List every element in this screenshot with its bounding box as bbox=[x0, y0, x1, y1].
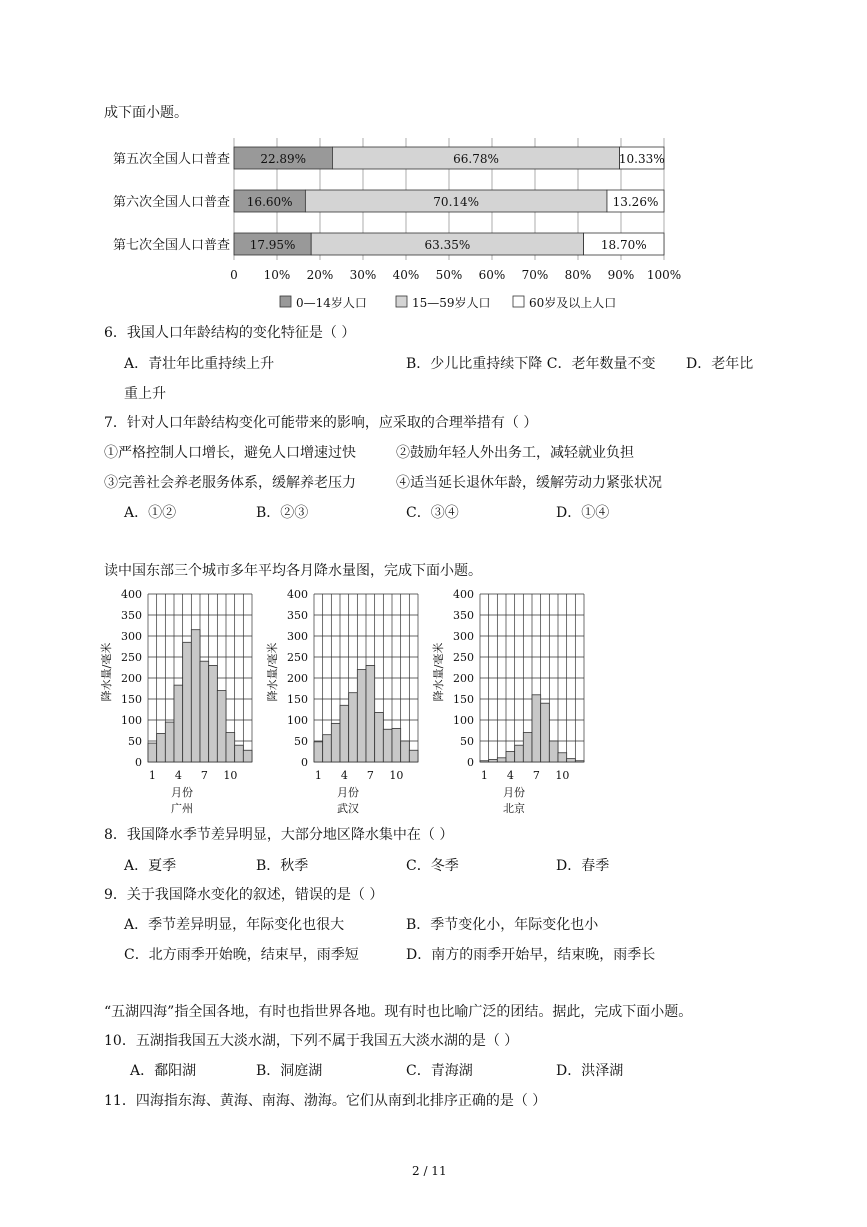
precip-bar bbox=[174, 685, 183, 762]
y-tick-label: 250 bbox=[287, 651, 308, 664]
x-tick-label: 10 bbox=[389, 769, 404, 782]
precip-chart-2 bbox=[265, 588, 418, 815]
y-tick-label: 0 bbox=[467, 756, 474, 769]
q6-option-bc[interactable]: B．少儿比重持续下降 C．老年数量不变 bbox=[406, 356, 656, 372]
x-tick-label: 80% bbox=[564, 268, 592, 282]
data-label: 18.70% bbox=[600, 238, 647, 252]
precip-bar bbox=[366, 665, 375, 762]
q6-stem: 6．我国人口年龄结构的变化特征是（ ） bbox=[104, 325, 356, 341]
y-axis-label: 降水量/毫米 bbox=[266, 642, 279, 702]
data-label: 13.26% bbox=[612, 195, 659, 209]
city-title: 北京 bbox=[503, 802, 525, 815]
q6-option-d[interactable]: D．老年比 bbox=[686, 356, 754, 372]
precip-bar bbox=[314, 742, 323, 762]
q10-option-c[interactable]: C．青海湖 bbox=[406, 1063, 473, 1079]
precip-bar bbox=[183, 642, 192, 762]
precip-bar bbox=[165, 722, 174, 762]
y-tick-label: 100 bbox=[287, 714, 308, 727]
precip-bar bbox=[340, 705, 349, 762]
precip-bar bbox=[558, 753, 567, 762]
x-tick-label: 4 bbox=[506, 769, 514, 782]
q8-option-a[interactable]: A．夏季 bbox=[124, 858, 177, 874]
precip-bar bbox=[349, 693, 358, 762]
q7-option-d[interactable]: D．①④ bbox=[556, 505, 610, 521]
y-tick-label: 150 bbox=[453, 693, 474, 706]
precip-bar bbox=[523, 733, 532, 762]
y-tick-label: 50 bbox=[294, 735, 308, 748]
q6-option-d-continued: 重上升 bbox=[124, 386, 166, 402]
x-tick-label: 7 bbox=[366, 769, 374, 782]
x-tick-label: 50% bbox=[435, 268, 463, 282]
q10-option-d[interactable]: D．洪泽湖 bbox=[556, 1063, 624, 1079]
data-label: 10.33% bbox=[618, 152, 665, 166]
city-title: 广州 bbox=[171, 802, 193, 815]
q7-option-c[interactable]: C．③④ bbox=[406, 505, 459, 521]
precip-bar bbox=[480, 761, 489, 762]
x-tick-label: 1 bbox=[314, 769, 322, 782]
precip-bar bbox=[506, 752, 515, 763]
y-tick-label: 350 bbox=[121, 609, 142, 622]
y-tick-label: 350 bbox=[287, 609, 308, 622]
precip-bar bbox=[331, 723, 340, 762]
precip-bar bbox=[157, 733, 166, 762]
precip-bar bbox=[409, 750, 418, 762]
precip-bar bbox=[375, 712, 384, 762]
q9-option-a[interactable]: A．季节差异明显，年际变化也很大 bbox=[124, 917, 345, 933]
precip-bar bbox=[541, 703, 550, 762]
y-tick-label: 0 bbox=[135, 756, 142, 769]
precip-bar bbox=[148, 743, 157, 762]
precip-bar bbox=[532, 695, 541, 762]
precip-bar bbox=[549, 741, 558, 762]
x-tick-label: 60% bbox=[478, 268, 506, 282]
y-tick-label: 100 bbox=[121, 714, 142, 727]
data-label: 17.95% bbox=[249, 238, 296, 252]
legend-label: 15—59岁人口 bbox=[412, 296, 491, 310]
category-label: 第六次全国人口普查 bbox=[112, 195, 230, 210]
q7-stem: 7．针对人口年龄结构变化可能带来的影响，应采取的合理举措有（ ） bbox=[104, 415, 538, 431]
precip-chart-3 bbox=[431, 588, 584, 815]
precip-bar bbox=[209, 665, 218, 762]
y-tick-label: 350 bbox=[453, 609, 474, 622]
x-tick-label: 100% bbox=[646, 268, 682, 282]
y-tick-label: 400 bbox=[287, 588, 308, 601]
precip-bar bbox=[567, 759, 576, 762]
y-tick-label: 250 bbox=[121, 651, 142, 664]
y-tick-label: 50 bbox=[460, 735, 474, 748]
q8-option-d[interactable]: D．春季 bbox=[556, 858, 610, 874]
y-tick-label: 300 bbox=[121, 630, 142, 643]
q7-item-4: ④适当延长退休年龄，缓解劳动力紧张状况 bbox=[396, 475, 662, 491]
precip-bar bbox=[497, 758, 506, 762]
x-tick-label: 4 bbox=[174, 769, 182, 782]
y-axis-label: 降水量/毫米 bbox=[100, 642, 113, 702]
y-tick-label: 100 bbox=[453, 714, 474, 727]
y-tick-label: 50 bbox=[128, 735, 142, 748]
y-tick-label: 400 bbox=[121, 588, 142, 601]
legend-label: 0—14岁人口 bbox=[296, 296, 367, 310]
precip-bar bbox=[401, 741, 410, 762]
precip-bar bbox=[357, 670, 366, 762]
q8-option-c[interactable]: C．冬季 bbox=[406, 858, 459, 874]
q9-option-d[interactable]: D．南方的雨季开始早，结束晚，雨季长 bbox=[406, 947, 656, 963]
precip-intro: 读中国东部三个城市多年平均各月降水量图，完成下面小题。 bbox=[104, 563, 482, 579]
legend-label: 60岁及以上人口 bbox=[529, 296, 617, 310]
x-axis-label: 月份 bbox=[337, 786, 359, 799]
q9-option-c[interactable]: C．北方雨季开始晚，结束早，雨季短 bbox=[124, 947, 359, 963]
q11-stem: 11．四海指东海、黄海、南海、渤海。它们从南到北排序正确的是（ ） bbox=[104, 1093, 547, 1109]
q7-option-b[interactable]: B．②③ bbox=[256, 505, 309, 521]
x-tick-label: 0 bbox=[230, 268, 238, 282]
y-tick-label: 300 bbox=[453, 630, 474, 643]
x-tick-label: 30% bbox=[349, 268, 377, 282]
data-label: 66.78% bbox=[453, 152, 499, 166]
q9-option-b[interactable]: B．季节变化小，年际变化也小 bbox=[406, 917, 599, 933]
q10-stem: 10．五湖指我国五大淡水湖，下列不属于我国五大淡水湖的是（ ） bbox=[104, 1033, 519, 1049]
x-axis-label: 月份 bbox=[171, 786, 193, 799]
x-tick-label: 4 bbox=[340, 769, 348, 782]
precip-bar bbox=[323, 735, 332, 762]
y-tick-label: 300 bbox=[287, 630, 308, 643]
q9-stem: 9．关于我国降水变化的叙述，错误的是（ ） bbox=[104, 887, 384, 903]
legend-swatch bbox=[513, 296, 524, 307]
legend-swatch bbox=[280, 296, 291, 307]
x-tick-label: 90% bbox=[607, 268, 635, 282]
q8-option-b[interactable]: B．秋季 bbox=[256, 858, 309, 874]
precip-chart-1 bbox=[99, 588, 252, 815]
precip-bar bbox=[392, 728, 401, 762]
category-label: 第七次全国人口普查 bbox=[112, 238, 230, 253]
precip-bar bbox=[200, 661, 209, 762]
q6-option-a[interactable]: A．青壮年比重持续上升 bbox=[124, 356, 275, 372]
city-title: 武汉 bbox=[337, 802, 359, 815]
data-label: 22.89% bbox=[260, 152, 307, 166]
y-tick-label: 200 bbox=[121, 672, 142, 685]
legend-swatch bbox=[396, 296, 407, 307]
precip-bar bbox=[191, 630, 200, 762]
data-label: 16.60% bbox=[246, 195, 293, 209]
precipitation-charts bbox=[0, 584, 867, 824]
x-tick-label: 10 bbox=[555, 769, 570, 782]
q10-option-a[interactable]: A．鄱阳湖 bbox=[130, 1063, 197, 1079]
precip-bar bbox=[226, 733, 235, 762]
y-tick-label: 150 bbox=[121, 693, 142, 706]
q7-item-1: ①严格控制人口增长，避免人口增速过快 bbox=[104, 445, 356, 461]
precip-bar bbox=[515, 745, 524, 762]
x-tick-label: 10 bbox=[223, 769, 238, 782]
x-tick-label: 10% bbox=[263, 268, 291, 282]
lakes-intro: “五湖四海”指全国各地，有时也指世界各地。现有时也比喻广泛的团结。据此，完成下面小题。 bbox=[104, 1004, 693, 1020]
category-label: 第五次全国人口普查 bbox=[112, 152, 230, 167]
intro-tail: 成下面小题。 bbox=[104, 105, 188, 121]
y-tick-label: 0 bbox=[301, 756, 308, 769]
q7-option-a[interactable]: A．①② bbox=[124, 505, 177, 521]
x-tick-label: 70% bbox=[521, 268, 549, 282]
q8-stem: 8．我国降水季节差异明显，大部分地区降水集中在（ ） bbox=[104, 827, 454, 843]
y-tick-label: 250 bbox=[453, 651, 474, 664]
x-tick-label: 40% bbox=[392, 268, 420, 282]
precip-bar bbox=[575, 761, 584, 762]
q10-option-b[interactable]: B．洞庭湖 bbox=[256, 1063, 323, 1079]
precip-bar bbox=[243, 750, 252, 762]
data-label: 70.14% bbox=[433, 195, 480, 209]
precip-bar bbox=[489, 759, 498, 762]
x-tick-label: 7 bbox=[532, 769, 540, 782]
data-label: 63.35% bbox=[424, 238, 471, 252]
precip-bar bbox=[383, 729, 392, 762]
precip-bar bbox=[235, 745, 244, 762]
x-tick-label: 7 bbox=[200, 769, 208, 782]
q7-item-3: ③完善社会养老服务体系，缓解养老压力 bbox=[104, 475, 356, 491]
y-tick-label: 200 bbox=[287, 672, 308, 685]
x-tick-label: 1 bbox=[148, 769, 156, 782]
x-tick-label: 20% bbox=[306, 268, 334, 282]
y-axis-label: 降水量/毫米 bbox=[432, 642, 445, 702]
page-number: 2 / 11 bbox=[412, 1164, 447, 1178]
y-tick-label: 400 bbox=[453, 588, 474, 601]
q7-item-2: ②鼓励年轻人外出务工，减轻就业负担 bbox=[396, 445, 634, 461]
precip-bar bbox=[217, 691, 226, 762]
y-tick-label: 150 bbox=[287, 693, 308, 706]
y-tick-label: 200 bbox=[453, 672, 474, 685]
x-axis-label: 月份 bbox=[503, 786, 525, 799]
x-tick-label: 1 bbox=[480, 769, 488, 782]
